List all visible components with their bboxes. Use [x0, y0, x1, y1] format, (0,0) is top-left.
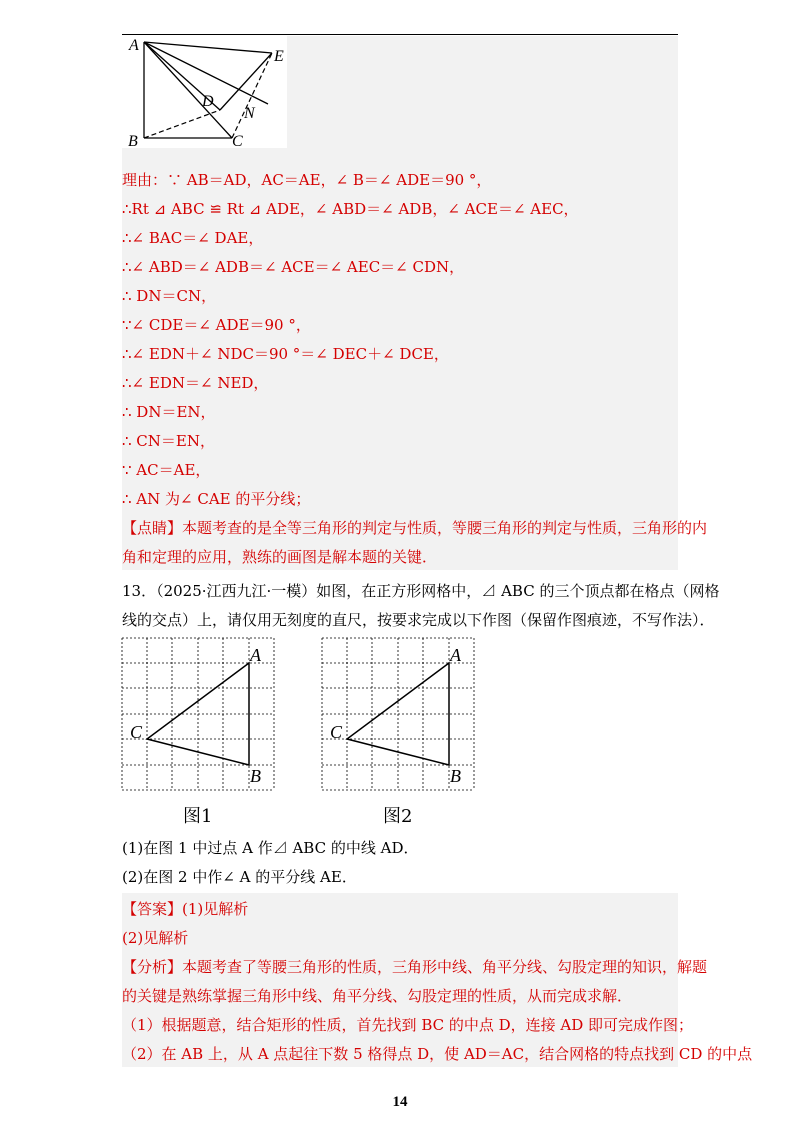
question-text: 13．（2025·江西九江·一模）如图，在正方形网格中，⊿ ABC 的三个顶点都在格点（网格	[122, 582, 720, 600]
proof-line: ∴ DN＝CN，	[122, 287, 217, 305]
page-number: 14	[392, 1094, 408, 1110]
label-e: E	[274, 48, 284, 65]
grid2-label-c: C	[330, 722, 343, 742]
proof-line: ∴∠ BAC＝∠ DAE，	[122, 229, 264, 247]
grid2-label-a: A	[450, 645, 461, 665]
analysis-line: 的关键是熟练掌握三角形中线、角平分线、勾股定理的性质，从而完成求解．	[122, 987, 633, 1005]
proof-line: ∵ AC＝AE，	[122, 461, 211, 479]
proof-line: ∴∠ EDN＋∠ NDC＝90 °＝∠ DEC＋∠ DCE，	[122, 345, 449, 363]
proof-line: ∵∠ CDE＝∠ ADE＝90 °，	[122, 316, 311, 334]
sub-question: (1)在图 1 中过点 A 作⊿ ABC 的中线 AD．	[122, 839, 419, 857]
question-text: 线的交点）上，请仅用无刻度的直尺，按要求完成以下作图（保留作图痕迹，不写作法）．	[122, 611, 715, 629]
comment-line: 【点睛】本题考查的是全等三角形的判定与性质，等腰三角形的判定与性质，三角形的内	[122, 519, 708, 537]
segment-ac	[144, 42, 232, 138]
grid1-label-c: C	[130, 722, 143, 742]
segment-bd-dashed	[144, 110, 220, 138]
proof-line: ∴∠ ABD＝∠ ADB＝∠ ACE＝∠ AEC＝∠ CDN，	[122, 258, 465, 276]
proof-line: ∴∠ EDN＝∠ NED，	[122, 374, 269, 392]
header-rule	[122, 34, 678, 35]
answer-line: (2)见解析	[122, 929, 189, 947]
label-b: B	[128, 133, 138, 148]
proof-line: 理由：∵ AB＝AD，AC＝AE，∠ B＝∠ ADE＝90 °，	[122, 171, 492, 189]
proof-line: ∴ AN 为∠ CAE 的平分线；	[122, 490, 311, 508]
label-a: A	[129, 37, 139, 54]
proof-line: ∴Rt ⊿ ABC ≌ Rt ⊿ ADE，∠ ABD＝∠ ADB，∠ ACE＝∠ AEC，	[122, 200, 579, 218]
answer-line: 【答案】(1)见解析	[122, 900, 249, 918]
proof-line: ∴ DN＝EN，	[122, 403, 216, 421]
analysis-line: （1）根据题意，结合矩形的性质，首先找到 BC 的中点 D，连接 AD 即可完成作图；	[122, 1016, 694, 1034]
label-n: N	[244, 105, 255, 122]
grid1-label-a: A	[250, 645, 261, 665]
analysis-line: （2）在 AB 上，从 A 点起往下数 5 格得点 D，使 AD＝AC，结合网格的特点找到 CD 的中点	[122, 1045, 753, 1063]
proof-line: ∴ CN＝EN，	[122, 432, 215, 450]
grid1-label-b: B	[250, 766, 261, 786]
analysis-line: 【分析】本题考查了等腰三角形的性质，三角形中线、角平分线、勾股定理的知识，解题	[122, 958, 708, 976]
figure-caption-1: 图1	[183, 806, 213, 827]
label-d: D	[202, 93, 214, 110]
sub-question: (2)在图 2 中作∠ A 的平分线 AE．	[122, 868, 357, 886]
comment-line: 角和定理的应用，熟练的画图是解本题的关键．	[122, 548, 438, 566]
geometry-figure-top	[122, 36, 287, 148]
label-c: C	[232, 133, 243, 148]
grid2-label-b: B	[450, 766, 461, 786]
figure-caption-2: 图2	[383, 806, 413, 827]
